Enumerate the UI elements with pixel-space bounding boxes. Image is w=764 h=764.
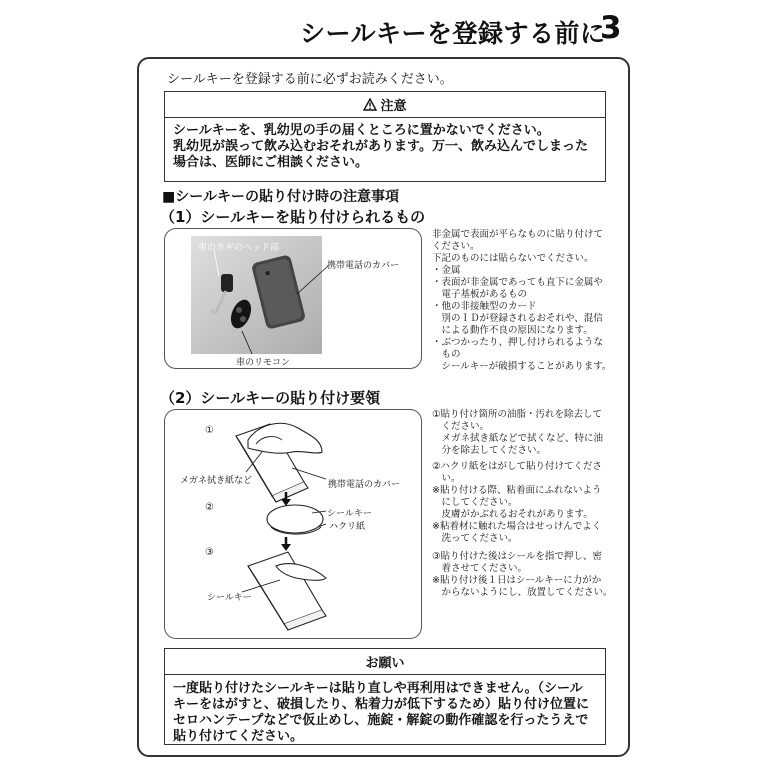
part1-title: （1）シールキーを貼り付けられるもの	[160, 208, 426, 226]
request-header	[165, 649, 605, 675]
note-line: ※貼り付け後１日はシールキーに力がか	[432, 575, 602, 586]
note-line: 分を除去してください。	[432, 445, 547, 456]
request-line: キーをはがすと、破損したり、粘着力が低下するため）貼り付け位置に	[173, 697, 590, 712]
note-line: ③貼り付けた後はシールを指で押し、密	[432, 551, 602, 562]
note-line: 着させてください。	[432, 563, 528, 574]
note-line: ※貼り付ける際、粘着面にふれないよう	[432, 485, 602, 496]
note-line: ②ハクリ紙をはがして貼り付けてくださ	[432, 461, 603, 472]
note-line: もの	[432, 349, 461, 360]
note-line: ①貼り付け箇所の油脂・汚れを除去して	[432, 409, 603, 420]
note-line: からないようにし、放置してください。	[432, 587, 613, 598]
note-line: ・他の非接触型のカード	[432, 301, 537, 312]
request-line: 貼り付けてください。	[173, 729, 304, 744]
caution-heading: 注意	[380, 99, 407, 114]
label-seal-key-2: シールキー	[207, 593, 252, 603]
note-line: ・表面が非金属であっても直下に金属や	[432, 277, 603, 288]
label-glasses-cloth: メガネ拭き紙など	[180, 476, 253, 486]
note-line: 電子基板があるもの	[432, 289, 528, 300]
note-line: ※粘着材に触れた場合はせっけんでよく	[432, 521, 602, 532]
label-phone-cover-2: 携帯電話のカバー	[328, 480, 401, 490]
label-liner: ハクリ紙	[329, 522, 366, 532]
label-remote: 車のリモコン	[236, 358, 291, 368]
part2-notes	[432, 409, 613, 599]
note-line: ・金属	[432, 265, 461, 276]
note-line: 別のＩＤが登録されるおそれや、混信	[432, 313, 603, 324]
step-mark-2: ②	[205, 502, 214, 513]
note-line: 非金属で表面が平らなものに貼り付けて	[432, 229, 604, 240]
note-line: ・ぶつかったり、押し付けられるような	[432, 337, 604, 348]
part2-title: （2）シールキーの貼り付け要領	[160, 389, 381, 407]
caution-line: 場合は、医師にご相談ください。	[173, 155, 369, 170]
caution-line: 乳幼児が誤って飲み込むおそれがあります。万一、飲み込んでしまった	[173, 139, 588, 154]
step-mark-1: ①	[205, 425, 214, 436]
label-phone-cover: 携帯電話のカバー	[327, 261, 400, 271]
label-car-key: 車のカギのヘッド部	[198, 243, 280, 253]
note-line: シールキーが破損することがあります。	[432, 361, 612, 372]
note-line: にしてください。	[432, 497, 518, 508]
request-line: 一度貼り付けたシールキーは貼り直しや再利用はできません。（シール	[173, 681, 583, 696]
note-line: い。	[432, 473, 461, 484]
note-line: による動作不良の原因になります。	[432, 325, 593, 336]
note-line: 洗ってください。	[432, 533, 518, 544]
request-body	[173, 681, 599, 745]
note-line: 皮膚がかぶれるおそれがあります。	[432, 509, 593, 520]
intro-text: シールキーを登録する前に必ずお読みください。	[167, 72, 453, 87]
request-heading: お願い	[365, 656, 405, 671]
page-title: シールキーを登録する前に	[300, 19, 606, 48]
request-box	[164, 648, 606, 745]
step-mark-3: ③	[205, 547, 214, 558]
caution-line: シールキーを、乳幼児の手の届くところに置かないでください。	[173, 123, 550, 138]
label-seal-key: シールキー	[327, 509, 372, 519]
section-title: ■シールキーの貼り付け時の注意事項	[162, 189, 399, 205]
note-line: 下記のものには貼らないでください。	[432, 253, 594, 264]
note-line: ください。	[432, 421, 490, 432]
request-line: セロハンテープなどで仮止めし、施錠・解錠の動作確認を行ったうえで	[173, 713, 589, 728]
page-number: 3	[600, 10, 622, 46]
note-line: メガネ拭き紙などで拭くなど、特に油	[432, 433, 604, 444]
note-line: ください。	[432, 241, 480, 252]
